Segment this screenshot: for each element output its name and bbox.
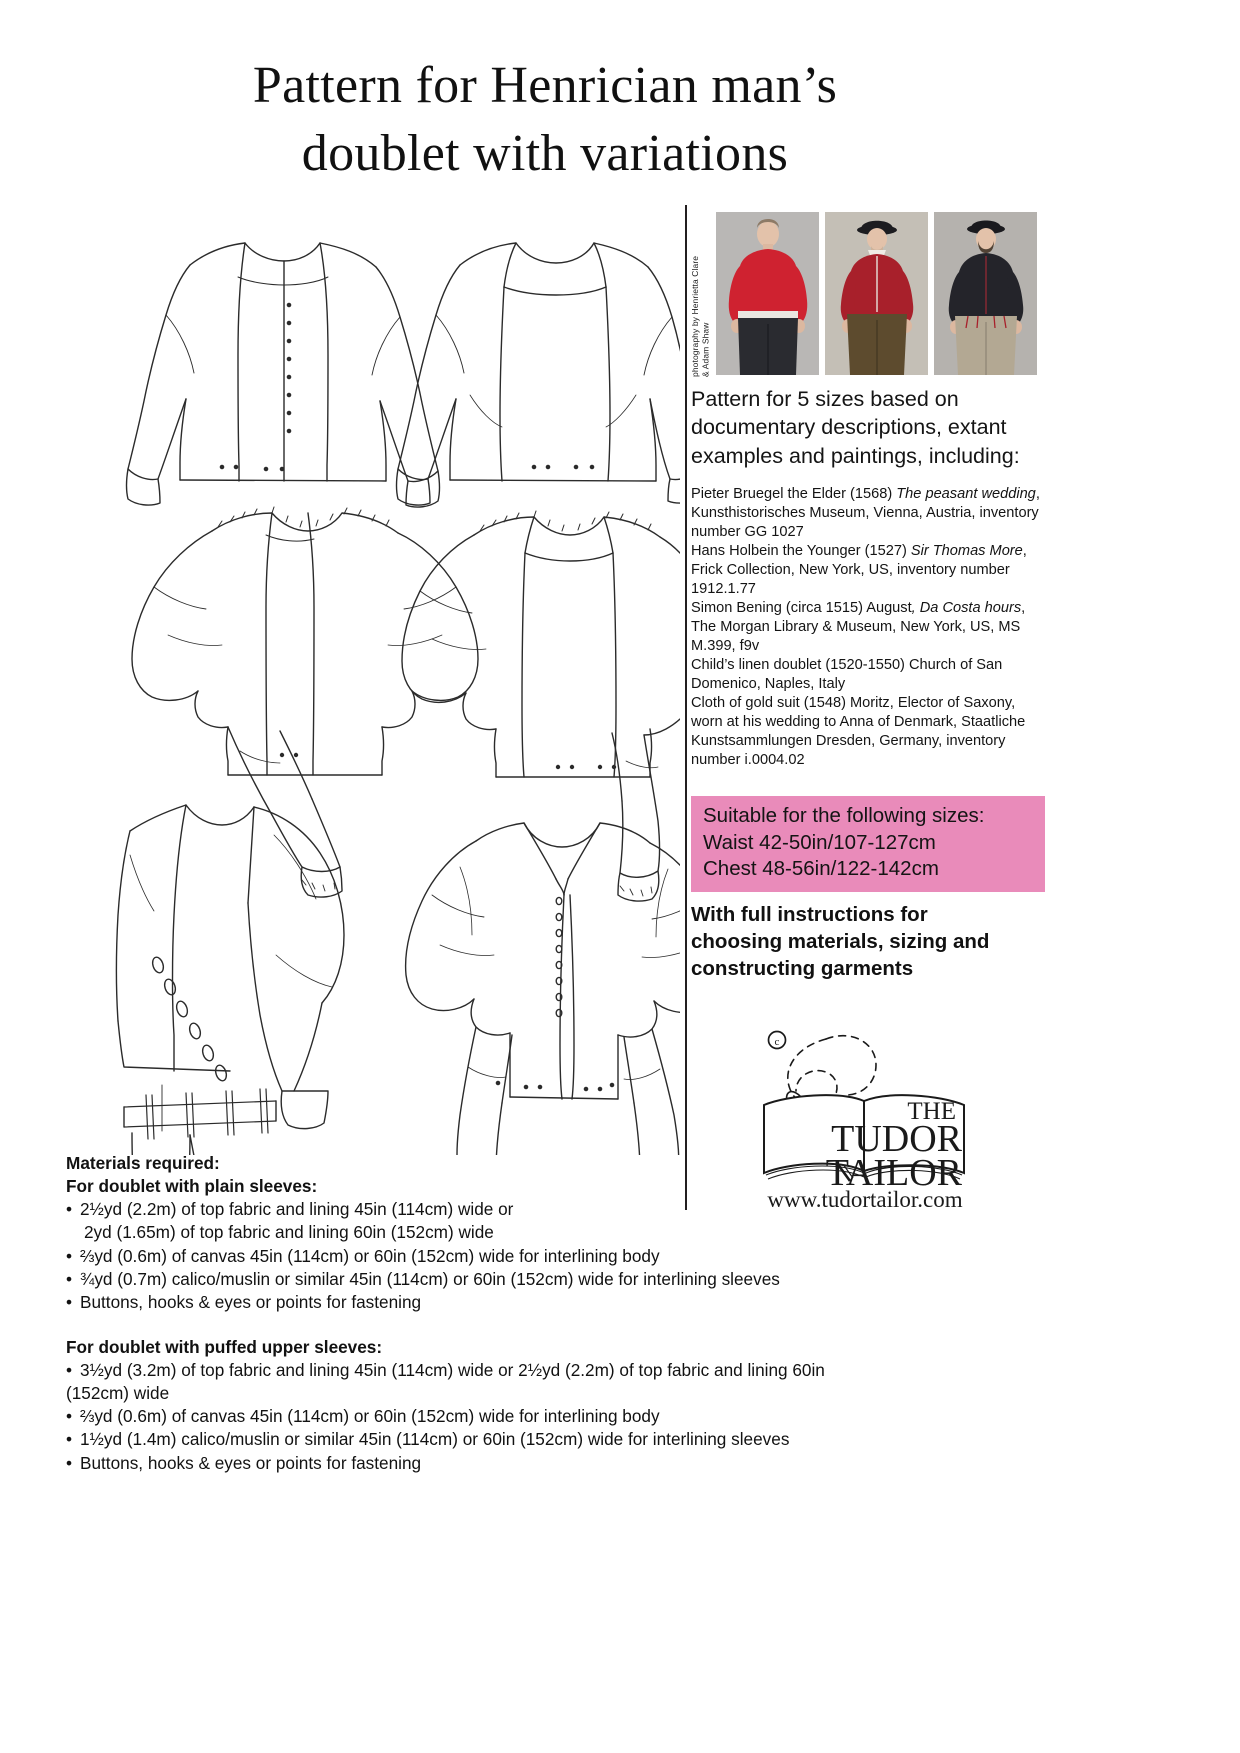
materials-heading: Materials required: (66, 1153, 220, 1173)
bullet-icon: • (66, 1291, 73, 1312)
materials-spacer (66, 1314, 1176, 1336)
source-item-4: Child’s linen doublet (1520-1550) Church of San Domenico, Naples, Italy (691, 657, 1003, 693)
materials-section-2-heading: For doublet with puffed upper sleeves: (66, 1336, 383, 1357)
page-title-line-1: Pattern for Henrician man’s (252, 57, 838, 114)
source-item-1: Pieter Bruegel the Elder (1568) The peasant wedding, Kunsthistorisches Museum, Vienna, Austria, inventory number GG 1027 (691, 486, 1040, 541)
materials-item: • ⅔yd (0.6m) of canvas 45in (114cm) or 60in (152cm) wide for interlining body (66, 1405, 1176, 1428)
photo-model-black-doublet (934, 212, 1037, 375)
bullet-icon: • (66, 1268, 73, 1289)
photo-credit: photography by Henrietta Clare & Adam Shaw (690, 255, 711, 377)
lead-paragraph: Pattern for 5 sizes based on documentary descriptions, extant examples and paintings, including: (691, 387, 1020, 468)
logo-website: www.tudortailor.com (767, 1187, 963, 1210)
materials-item: • 1½yd (1.4m) calico/muslin or similar 45in (114cm) or 60in (152cm) wide for interlining sleeves (66, 1428, 1176, 1451)
column-divider (685, 205, 687, 1210)
drawing-buttoned-doublet-puffed-sleeves (406, 823, 680, 1155)
materials-section-1-heading: For doublet with plain sleeves: (66, 1176, 318, 1197)
svg-text:c: c (774, 1036, 780, 1048)
materials-item-continuation: (152cm) wide (66, 1383, 170, 1404)
drawing-plain-doublet-back (397, 243, 681, 505)
copyright-icon (769, 1032, 786, 1049)
materials-item: • Buttons, hooks & eyes or points for fastening (66, 1452, 1176, 1475)
logo-word-the: THE (907, 1098, 956, 1125)
materials-item: • ¾yd (0.7m) calico/muslin or similar 45in (114cm) or 60in (152cm) wide for interlining sleeves (66, 1268, 1176, 1291)
instructions-line-2: choosing materials, sizing and (691, 929, 990, 953)
drawing-puffed-doublet-front (132, 507, 478, 897)
page-title (0, 52, 1090, 187)
materials-item: • 3½yd (3.2m) of top fabric and lining 45in (114cm) wide or 2½yd (2.2m) of top fabric and lining 60in (66, 1359, 1176, 1382)
photo-model-red-doublet-buttoned (825, 212, 928, 375)
technical-drawings-panel (40, 195, 680, 1155)
source-item-5: Cloth of gold suit (1548) Moritz, Elector of Saxony, worn at his wedding to Anna of Denmark, Staatliche Kunstsammlungen Dresden, Germany, inventory number i.0004.02 (691, 695, 1026, 769)
bullet-icon: • (66, 1429, 73, 1450)
instructions-line-1: With full instructions for (691, 903, 928, 926)
instructions-line-3: constructing garments (691, 956, 914, 980)
source-item-2: Hans Holbein the Younger (1527) Sir Thomas More, Frick Collection, New York, US, inventory number 1912.1.77 (691, 543, 1027, 598)
materials-item-continuation: 2yd (1.65m) of top fabric and lining 60in (152cm) wide (84, 1222, 494, 1243)
bullet-icon: • (66, 1360, 73, 1380)
bullet-icon: • (66, 1199, 73, 1220)
drawing-laced-doublet-with-points (117, 805, 345, 1155)
logo-word-tudor: TUDOR (831, 1118, 962, 1160)
sources-list (691, 485, 1043, 770)
sizes-waist: Waist 42-50in/107-127cm (703, 830, 936, 854)
sizes-heading: Suitable for the following sizes: (703, 804, 985, 827)
logo-word-tailor: TAILOR (825, 1152, 962, 1194)
materials-item: • Buttons, hooks & eyes or points for fastening (66, 1291, 1176, 1314)
materials-section (66, 1152, 1176, 1475)
materials-item: • 2½yd (2.2m) of top fabric and lining 45in (114cm) wide or (66, 1198, 1176, 1221)
bullet-icon: • (66, 1406, 73, 1427)
materials-item: • ⅔yd (0.6m) of canvas 45in (114cm) or 60in (152cm) wide for interlining body (66, 1245, 1176, 1268)
source-item-3: Simon Bening (circa 1515) August, Da Costa hours, The Morgan Library & Museum, New York, US, MS M.399, f9v (691, 600, 1026, 655)
page-title-line-2: doublet with variations (301, 124, 789, 182)
bullet-icon: • (66, 1452, 73, 1473)
instructions-blurb (691, 902, 1043, 983)
photo-strip (716, 212, 1037, 375)
drawing-plain-doublet-front (127, 243, 440, 507)
suitable-sizes-box (691, 796, 1045, 892)
sizes-chest: Chest 48-56in/122-142cm (703, 857, 939, 881)
photo-model-red-doublet-plain (716, 212, 819, 375)
bullet-icon: • (66, 1245, 73, 1266)
